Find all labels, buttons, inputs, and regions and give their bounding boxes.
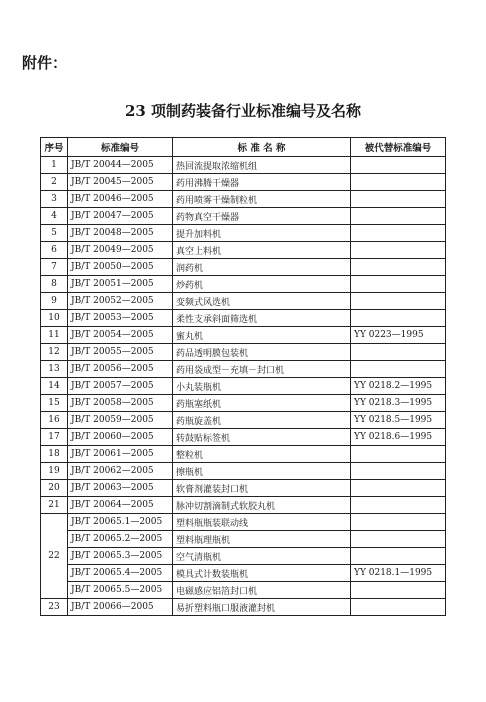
table-row <box>41 582 446 599</box>
table-row <box>41 225 446 242</box>
name-cell: 小丸装瓶机 <box>173 378 351 395</box>
seq-cell: 2 <box>41 174 68 191</box>
table-row <box>41 157 446 174</box>
seq-cell: 9 <box>41 293 68 310</box>
name-cell: 塑料瓶理瓶机 <box>173 531 351 548</box>
code-cell: JB/T 20057—2005 <box>68 378 173 395</box>
seq-cell: 19 <box>41 463 68 480</box>
replaced-cell <box>351 157 446 174</box>
table-row <box>41 276 446 293</box>
code-cell: JB/T 20066—2005 <box>68 599 173 616</box>
seq-cell: 3 <box>41 191 68 208</box>
name-cell: 润药机 <box>173 259 351 276</box>
replaced-cell <box>351 225 446 242</box>
name-cell: 药品透明膜包装机 <box>173 344 351 361</box>
table-row <box>41 344 446 361</box>
table-row <box>41 497 446 514</box>
code-cell: JB/T 20051—2005 <box>68 276 173 293</box>
code-cell: JB/T 20048—2005 <box>68 225 173 242</box>
seq-cell: 22 <box>41 514 68 599</box>
seq-cell: 14 <box>41 378 68 395</box>
document-title: 23 项制药装备行业标准编号及名称 <box>124 102 362 120</box>
name-cell: 提升加料机 <box>173 225 351 242</box>
replaced-cell <box>351 174 446 191</box>
code-cell: JB/T 20049—2005 <box>68 242 173 259</box>
table-row <box>41 395 446 412</box>
code-cell: JB/T 20061—2005 <box>68 446 173 463</box>
name-cell: 塑料瓶瓶装联动线 <box>173 514 351 531</box>
standards-table <box>40 137 446 616</box>
replaced-cell <box>351 191 446 208</box>
name-cell: 易折塑料瓶口服液灌封机 <box>173 599 351 616</box>
name-cell: 真空上料机 <box>173 242 351 259</box>
table-row <box>41 361 446 378</box>
name-cell: 药瓶旋盖机 <box>173 412 351 429</box>
name-cell: 药用袋成型－充填－封口机 <box>173 361 351 378</box>
code-cell: JB/T 20065.2—2005 <box>68 531 173 548</box>
table-row <box>41 480 446 497</box>
table-row <box>41 565 446 582</box>
table-row <box>41 514 446 531</box>
name-cell: 软膏剂灌装封口机 <box>173 480 351 497</box>
table-row <box>41 242 446 259</box>
code-cell: JB/T 20065.5—2005 <box>68 582 173 599</box>
replaced-cell <box>351 344 446 361</box>
table-row <box>41 446 446 463</box>
seq-cell: 20 <box>41 480 68 497</box>
seq-cell: 17 <box>41 429 68 446</box>
table-row <box>41 259 446 276</box>
seq-cell: 18 <box>41 446 68 463</box>
header-seq: 序号 <box>41 138 68 157</box>
seq-cell: 11 <box>41 327 68 344</box>
replaced-cell <box>351 514 446 531</box>
table-row <box>41 412 446 429</box>
name-cell: 整粒机 <box>173 446 351 463</box>
replaced-cell <box>351 480 446 497</box>
code-cell: JB/T 20065.3—2005 <box>68 548 173 565</box>
replaced-cell <box>351 531 446 548</box>
code-cell: JB/T 20050—2005 <box>68 259 173 276</box>
table-row <box>41 531 446 548</box>
table-body <box>41 157 446 616</box>
code-cell: JB/T 20044—2005 <box>68 157 173 174</box>
seq-cell: 6 <box>41 242 68 259</box>
replaced-cell <box>351 497 446 514</box>
replaced-cell <box>351 361 446 378</box>
code-cell: JB/T 20056—2005 <box>68 361 173 378</box>
table-row <box>41 548 446 565</box>
seq-cell: 4 <box>41 208 68 225</box>
name-cell: 柔性支承斜面筛选机 <box>173 310 351 327</box>
seq-cell: 23 <box>41 599 68 616</box>
seq-cell: 16 <box>41 412 68 429</box>
name-cell: 擦瓶机 <box>173 463 351 480</box>
table-row <box>41 208 446 225</box>
table-row <box>41 327 446 344</box>
replaced-cell <box>351 293 446 310</box>
seq-cell: 8 <box>41 276 68 293</box>
replaced-cell: YY 0218.6—1995 <box>351 429 446 446</box>
code-cell: JB/T 20046—2005 <box>68 191 173 208</box>
attachment-label: 附件： <box>22 54 68 72</box>
table-row <box>41 310 446 327</box>
seq-cell: 13 <box>41 361 68 378</box>
header-name: 标 准 名 称 <box>173 138 351 157</box>
table-row <box>41 463 446 480</box>
name-cell: 药瓶塞纸机 <box>173 395 351 412</box>
code-cell: JB/T 20054—2005 <box>68 327 173 344</box>
code-cell: JB/T 20060—2005 <box>68 429 173 446</box>
code-cell: JB/T 20062—2005 <box>68 463 173 480</box>
code-cell: JB/T 20052—2005 <box>68 293 173 310</box>
seq-cell: 7 <box>41 259 68 276</box>
code-cell: JB/T 20065.4—2005 <box>68 565 173 582</box>
replaced-cell <box>351 276 446 293</box>
table-row <box>41 599 446 616</box>
replaced-cell <box>351 599 446 616</box>
name-cell: 炒药机 <box>173 276 351 293</box>
code-cell: JB/T 20055—2005 <box>68 344 173 361</box>
replaced-cell <box>351 548 446 565</box>
code-cell: JB/T 20053—2005 <box>68 310 173 327</box>
replaced-cell: YY 0218.3—1995 <box>351 395 446 412</box>
replaced-cell <box>351 446 446 463</box>
table-row <box>41 191 446 208</box>
code-cell: JB/T 20059—2005 <box>68 412 173 429</box>
name-cell: 模具式计数装瓶机 <box>173 565 351 582</box>
name-cell: 药用喷雾干燥制粒机 <box>173 191 351 208</box>
replaced-cell <box>351 242 446 259</box>
name-cell: 脉冲切割滴制式软胶丸机 <box>173 497 351 514</box>
seq-cell: 5 <box>41 225 68 242</box>
replaced-cell <box>351 463 446 480</box>
table-row <box>41 378 446 395</box>
code-cell: JB/T 20064—2005 <box>68 497 173 514</box>
replaced-cell: YY 0223—1995 <box>351 327 446 344</box>
seq-cell: 12 <box>41 344 68 361</box>
code-cell: JB/T 20058—2005 <box>68 395 173 412</box>
seq-cell: 1 <box>41 157 68 174</box>
table-header-row <box>41 138 446 157</box>
replaced-cell <box>351 582 446 599</box>
header-code: 标准编号 <box>68 138 173 157</box>
code-cell: JB/T 20063—2005 <box>68 480 173 497</box>
seq-cell: 21 <box>41 497 68 514</box>
replaced-cell: YY 0218.5—1995 <box>351 412 446 429</box>
name-cell: 转鼓贴标签机 <box>173 429 351 446</box>
table-row <box>41 429 446 446</box>
seq-cell: 15 <box>41 395 68 412</box>
name-cell: 药用沸腾干燥器 <box>173 174 351 191</box>
header-replaced: 被代替标准编号 <box>351 138 446 157</box>
code-cell: JB/T 20047—2005 <box>68 208 173 225</box>
table-row <box>41 293 446 310</box>
name-cell: 热回流提取浓缩机组 <box>173 157 351 174</box>
seq-cell: 10 <box>41 310 68 327</box>
name-cell: 药物真空干燥器 <box>173 208 351 225</box>
name-cell: 蜜丸机 <box>173 327 351 344</box>
name-cell: 空气清瓶机 <box>173 548 351 565</box>
replaced-cell <box>351 310 446 327</box>
replaced-cell: YY 0218.1—1995 <box>351 565 446 582</box>
replaced-cell <box>351 208 446 225</box>
code-cell: JB/T 20045—2005 <box>68 174 173 191</box>
name-cell: 电磁感应铝箔封口机 <box>173 582 351 599</box>
code-cell: JB/T 20065.1—2005 <box>68 514 173 531</box>
table-row <box>41 174 446 191</box>
replaced-cell: YY 0218.2—1995 <box>351 378 446 395</box>
name-cell: 变频式风选机 <box>173 293 351 310</box>
replaced-cell <box>351 259 446 276</box>
